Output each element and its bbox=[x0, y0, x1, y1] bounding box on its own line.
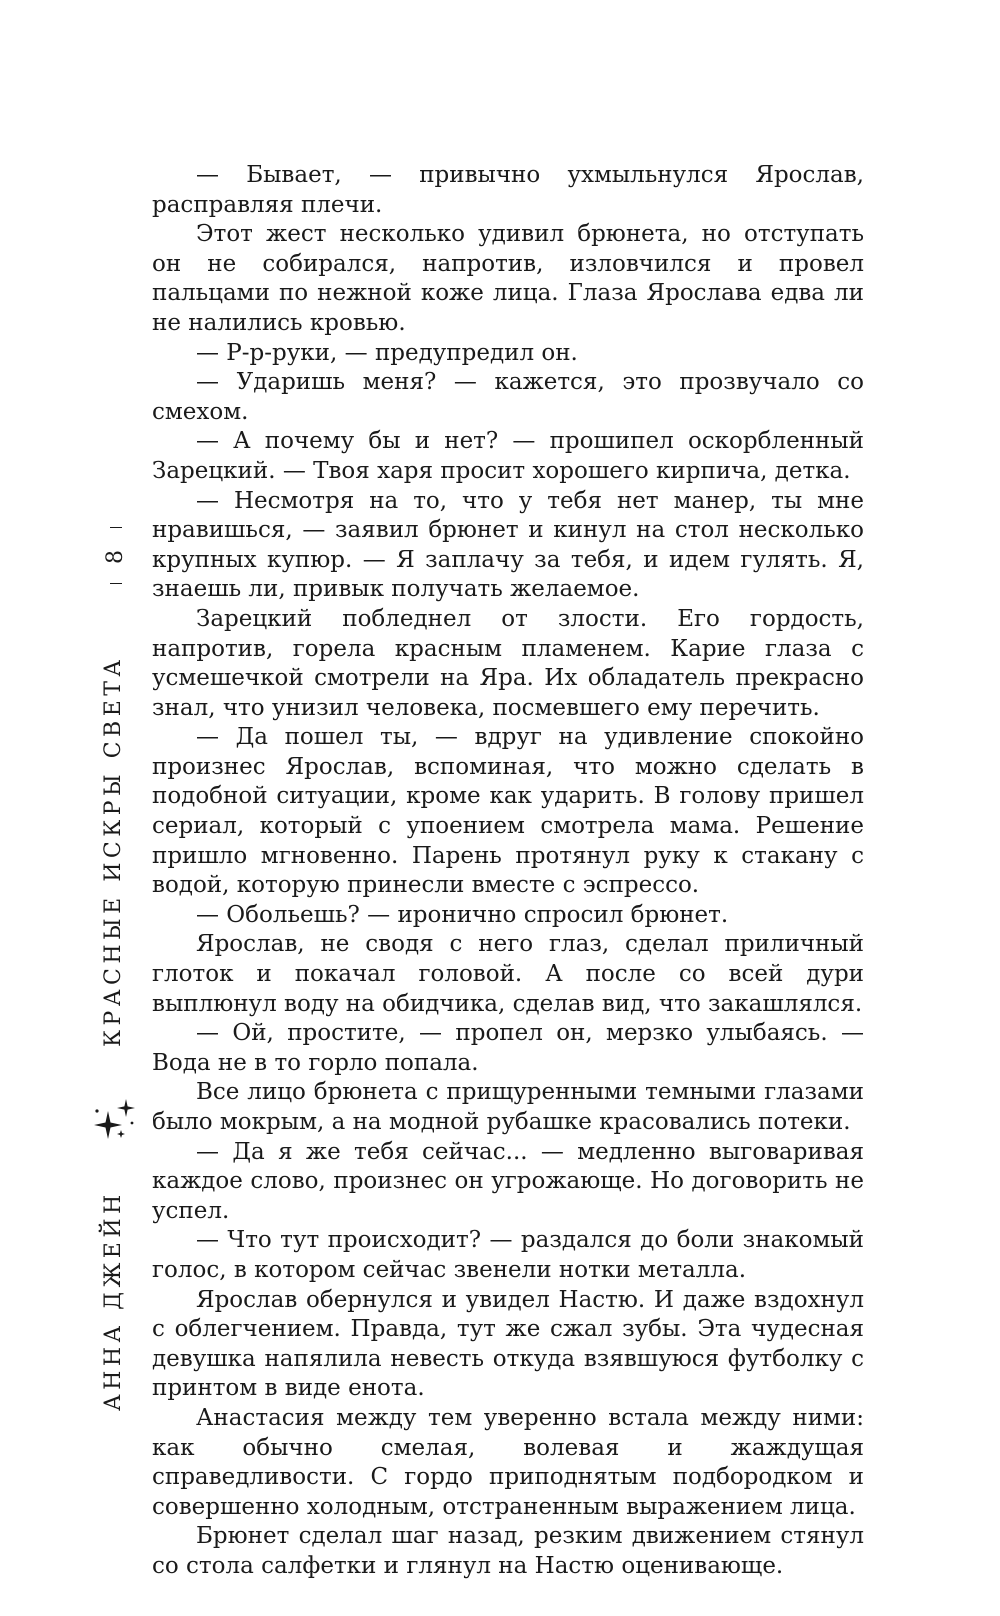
paragraph: Брюнет сделал шаг назад, резким движением стянул со стола салфетки и глянул на Настю оценивающе. bbox=[152, 1523, 864, 1579]
paragraph: Ярослав обернулся и увидел Настю. И даже вздохнул с облегчением. Правда, тут же сжал зубы. Эта чудесная девушка напялила невесть откуда взявшуюся футболку с принтом в виде енота. bbox=[152, 1286, 864, 1402]
paragraph: — Да пошел ты, — вдруг на удивление спокойно произнес Ярослав, вспоминая, что можно сделать в подобной ситуации, кроме как ударить. В голову пришел сериал, который с упоением смотрела мама. Решение пришло мгновенно. Парень протянул руку к стакану с водой, которую принесли вместе с эспрессо. bbox=[152, 724, 864, 899]
body-text bbox=[152, 161, 864, 1582]
paragraph: — Несмотря на то, что у тебя нет манер, ты мне нравишься, — заявил брюнет и кинул на стол несколько крупных купюр. — Я заплачу за тебя, и идем гулять. Я, знаешь ли, привык получать желаемое. bbox=[152, 487, 864, 603]
paragraph: Ярослав, не сводя с него глаз, сделал приличный глоток и покачал головой. А после со всей дури выплюнул воду на обидчика, сделав вид, что закашлялся. bbox=[152, 931, 864, 1017]
paragraph: Этот жест несколько удивил брюнета, но отступать он не собирался, напротив, изловчился и провел пальцами по нежной коже лица. Глаза Ярослава едва ли не налились кровью. bbox=[152, 221, 864, 336]
page-number-rule-bottom bbox=[110, 583, 122, 584]
running-head-book-title: КРАСНЫЕ ИСКРЫ СВЕТА bbox=[101, 655, 126, 1047]
paragraph: — Что тут происходит? — раздался до боли знакомый голос, в котором сейчас звенели нотки металла. bbox=[152, 1227, 864, 1283]
page-number-rule-top bbox=[110, 527, 122, 528]
paragraph: — Да я же тебя сейчас... — медленно выговаривая каждое слово, произнес он угрожающе. Но договорить не успел. bbox=[152, 1138, 864, 1224]
paragraph: Все лицо брюнета с прищуренными темными глазами было мокрым, а на модной рубашке красовались потеки. bbox=[152, 1079, 864, 1135]
paragraph: — Р-р-руки, — предупредил он. bbox=[196, 339, 578, 366]
page-number: 8 bbox=[103, 550, 128, 564]
paragraph: — Ударишь меня? — кажется, это прозвучало со смехом. bbox=[152, 369, 864, 425]
paragraph: Анастасия между тем уверенно встала между ними: как обычно смелая, волевая и жаждущая справедливости. С гордо приподнятым подбородком и совершенно холодным, отстраненным выражением лица. bbox=[152, 1404, 864, 1520]
paragraph: — Бывает, — привычно ухмыльнулся Ярослав, расправляя плечи. bbox=[152, 162, 864, 218]
paragraph: — Ой, простите, — пропел он, мерзко улыбаясь. — Вода не в то горло попала. bbox=[152, 1020, 864, 1076]
paragraph: Зарецкий побледнел от злости. Его гордость, напротив, горела красным пламенем. Карие глаза с усмешечкой смотрели на Яра. Их обладатель прекрасно знал, что унизил человека, посмевшего ему перечить. bbox=[152, 605, 864, 721]
paragraph: — А почему бы и нет? — прошипел оскорбленный Зарецкий. — Твоя харя просит хорошего кирпича, детка. bbox=[152, 428, 864, 484]
paragraph: — Обольешь? — иронично спросил брюнет. bbox=[196, 901, 729, 928]
running-head-author: АННА ДЖЕЙН bbox=[101, 1190, 126, 1411]
sparkles-icon bbox=[88, 1095, 140, 1147]
